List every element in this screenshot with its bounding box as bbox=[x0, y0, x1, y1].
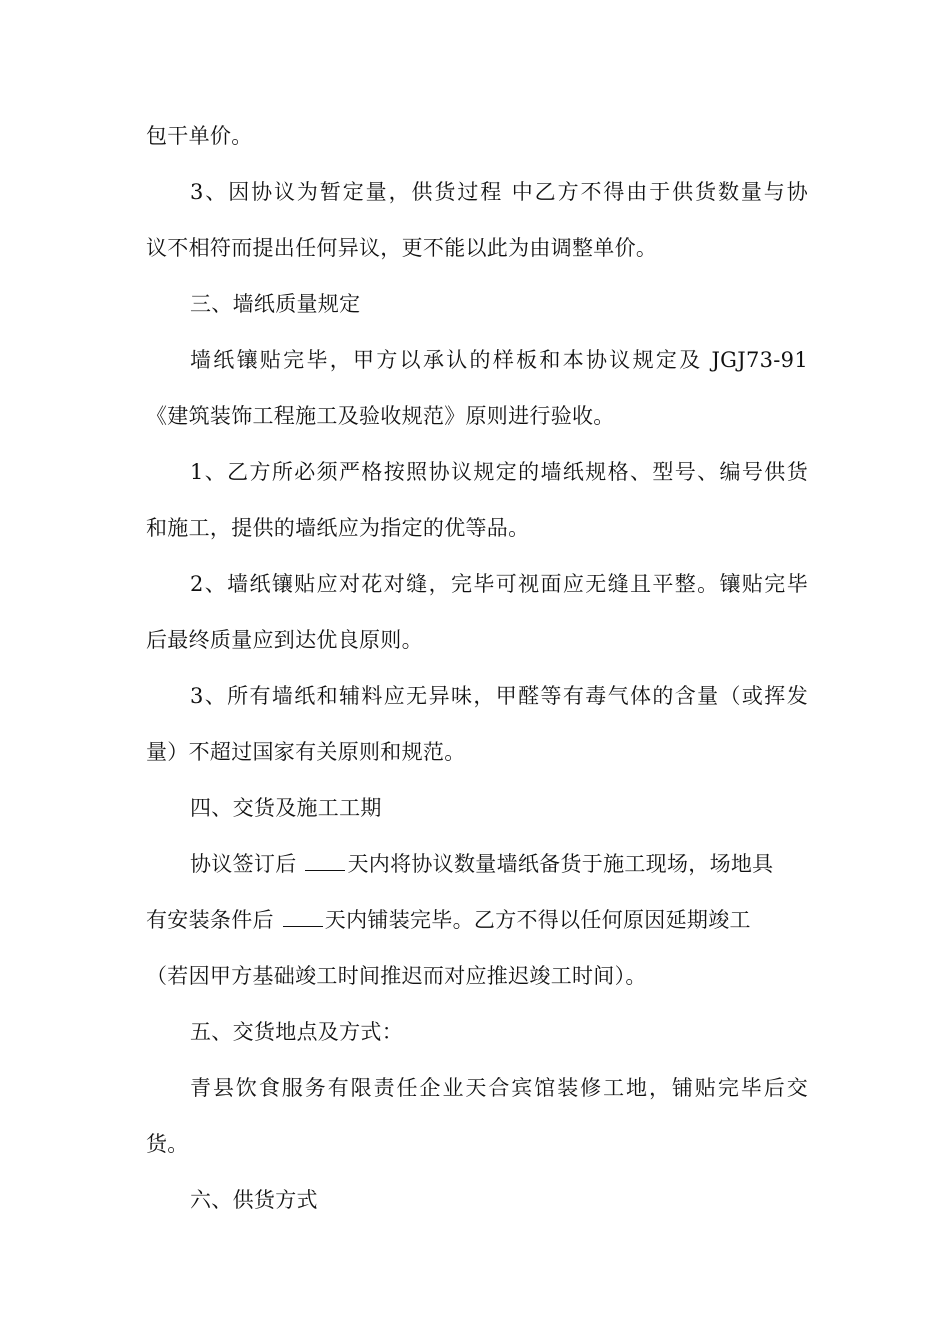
text-line: 量）不超过国家有关原则和规范。 bbox=[146, 740, 466, 764]
text-line: 包干单价。 bbox=[146, 124, 253, 148]
text-line: （若因甲方基础竣工时间推迟而对应推迟竣工时间）。 bbox=[146, 964, 647, 988]
text-line: 3、因协议为暂定量，供货过程 中乙方不得由于供货数量与协 bbox=[190, 180, 808, 204]
text-line: 2、墙纸镶贴应对花对缝，完毕可视面应无缝且平整。镶贴完毕 bbox=[190, 572, 808, 596]
delivery-text-before: 有安装条件后 bbox=[146, 908, 274, 932]
delivery-text-after: 天内铺装完毕。乙方不得以任何原因延期竣工 bbox=[324, 908, 751, 932]
section-heading: 三、墙纸质量规定 bbox=[190, 292, 361, 316]
section-heading: 五、交货地点及方式： bbox=[190, 1020, 403, 1044]
text-line: 墙纸镶贴完毕，甲方以承认的样板和本协议规定及 JGJ73-91 bbox=[190, 348, 808, 372]
section-heading: 四、交货及施工工期 bbox=[190, 796, 382, 820]
text-line: 3、所有墙纸和辅料应无异味，甲醛等有毒气体的含量（或挥发 bbox=[190, 684, 808, 708]
fill-in-blank bbox=[305, 869, 345, 871]
fill-in-blank bbox=[283, 925, 323, 927]
text-line: 1、乙方所必须严格按照协议规定的墙纸规格、型号、编号供货 bbox=[190, 460, 808, 484]
text-line: 议不相符而提出任何异议，更不能以此为由调整单价。 bbox=[146, 236, 658, 260]
text-line: 《建筑装饰工程施工及验收规范》原则进行验收。 bbox=[146, 404, 615, 428]
section-heading: 六、供货方式 bbox=[190, 1188, 318, 1212]
delivery-text-after: 天内将协议数量墙纸备货于施工现场，场地具 bbox=[347, 852, 774, 876]
text-line: 和施工，提供的墙纸应为指定的优等品。 bbox=[146, 516, 530, 540]
delivery-text-before: 协议签订后 bbox=[190, 852, 297, 876]
text-line: 后最终质量应到达优良原则。 bbox=[146, 628, 423, 652]
delivery-line-1 bbox=[190, 850, 808, 878]
text-line: 货。 bbox=[146, 1132, 189, 1156]
text-line: 青县饮食服务有限责任企业天合宾馆装修工地，铺贴完毕后交 bbox=[190, 1076, 808, 1100]
delivery-line-2 bbox=[146, 906, 808, 934]
